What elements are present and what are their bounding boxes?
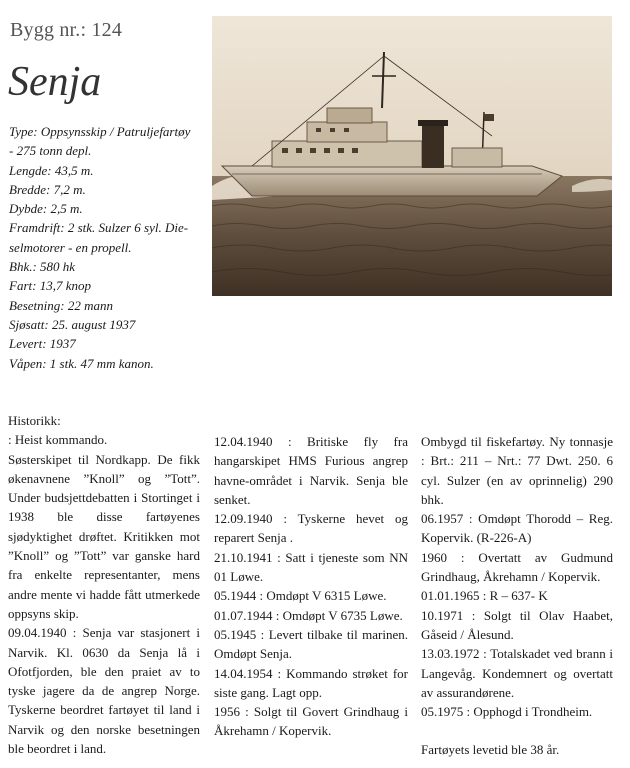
history-entry: 01.01.1965 : R – 637- K (421, 588, 548, 604)
spec-length: Lengde: 43,5 m. (9, 162, 94, 178)
ship-name-title: Senja (8, 59, 102, 105)
ship-photo (212, 16, 612, 296)
build-number: Bygg nr.: 124 (10, 19, 123, 41)
history-entry: 1956 : Solgt til Govert Grindhaug i Åkrehamn / Kopervik. (214, 704, 408, 739)
spec-delivered: Levert: 1937 (9, 336, 76, 352)
spec-depth: Dybde: 2,5 m. (9, 201, 83, 217)
history-column-1 (8, 411, 200, 758)
history-entry: 06.1957 : Omdøpt Thorodd – Reg. Kopervik. (R-226-A) (421, 511, 613, 546)
history-entry: 05.1944 : Omdøpt V 6315 Løwe. (214, 588, 387, 604)
spacer (421, 721, 613, 740)
history-entry: 09.04.1940 : Senja var stasjonert i Narvik. Kl. 0630 da Senja lå i Ofotfjorden, ble den praiet av to tyske jagere da de angrep Norge. Tyskerne beordret fartøyet til land i Narvik og den norske besetningen ble beordret i land. (8, 625, 200, 757)
history-entry: 01.07.1944 : Omdøpt V 6735 Løwe. (214, 607, 403, 623)
history-entry: Ombygd til fiskefartøy. Ny tonnasje : Brt.: 211 – Nrt.: 77 Dwt. 250. 6 cyl. Sulzer (en av oprinnelig) 290 bhk. (421, 434, 613, 507)
spec-armament: Våpen: 1 stk. 47 mm kanon. (9, 355, 154, 371)
history-column-3 (421, 432, 613, 760)
history-entry: : Heist kommando. (8, 432, 108, 448)
spec-propulsion-cont: selmotorer - en propell. (9, 239, 132, 255)
history-entry: 05.1945 : Levert tilbake til marinen. Omdøpt Senja. (214, 626, 408, 662)
spec-propulsion: Framdrift: 2 stk. Sulzer 6 syl. Die- (9, 220, 189, 236)
spec-beam: Bredde: 7,2 m. (9, 181, 86, 197)
spec-type: Type: Oppsynsskip / Patruljefartøy (9, 124, 191, 139)
spec-horsepower: Bhk.: 580 hk (9, 259, 76, 275)
history-entry: 12.09.1940 : Tyskerne hevet og reparert Senja . (214, 511, 408, 546)
spec-launched: Sjøsatt: 25. august 1937 (9, 316, 136, 332)
ship-specifications (9, 122, 209, 373)
history-entry: Søsterskipet til Nordkapp. De fikk økenavnene ”Knoll” og ”Tott”. Under budsjettdebatten i Stortinget i 1938 ble disse fartøyenes sjødyktighet drøftet. Kritikken mot ”Knoll” og ”Tott” var ganske hard fra enkelte representanter, mens andre mente vi hadde fått utmerkede oppsyns skip. (8, 451, 200, 621)
history-entry: 12.04.1940 : Britiske fly fra hangarskipet HMS Furious angrep havne-området i Narvik. Senja ble senket. (214, 434, 408, 507)
history-closing: Fartøyets levetid ble 38 år. (421, 742, 560, 758)
spec-displacement: - 275 tonn depl. (9, 143, 92, 159)
history-heading: Historikk: (8, 413, 61, 428)
history-entry: 05.1975 : Opphogd i Trondheim. (421, 704, 593, 720)
history-entry: 10.1971 : Solgt til Olav Haabet, Gåseid / Ålesund. (421, 607, 613, 642)
history-entry: 14.04.1954 : Kommando strøket for siste gang. Lagt opp. (214, 665, 408, 700)
history-entry: 21.10.1941 : Satt i tjeneste som NN 01 Løwe. (214, 549, 408, 585)
spec-crew: Besetning: 22 mann (9, 297, 113, 313)
spec-speed: Fart: 13,7 knop (9, 278, 91, 294)
history-entry: 1960 : Overtatt av Gudmund Grindhaug, Åkrehamn / Kopervik. (421, 549, 613, 585)
history-column-2 (214, 432, 408, 741)
history-entry: 13.03.1972 : Totalskadet ved brann i Langevåg. Kondemnert og overtatt av assurandørene. (421, 646, 613, 700)
